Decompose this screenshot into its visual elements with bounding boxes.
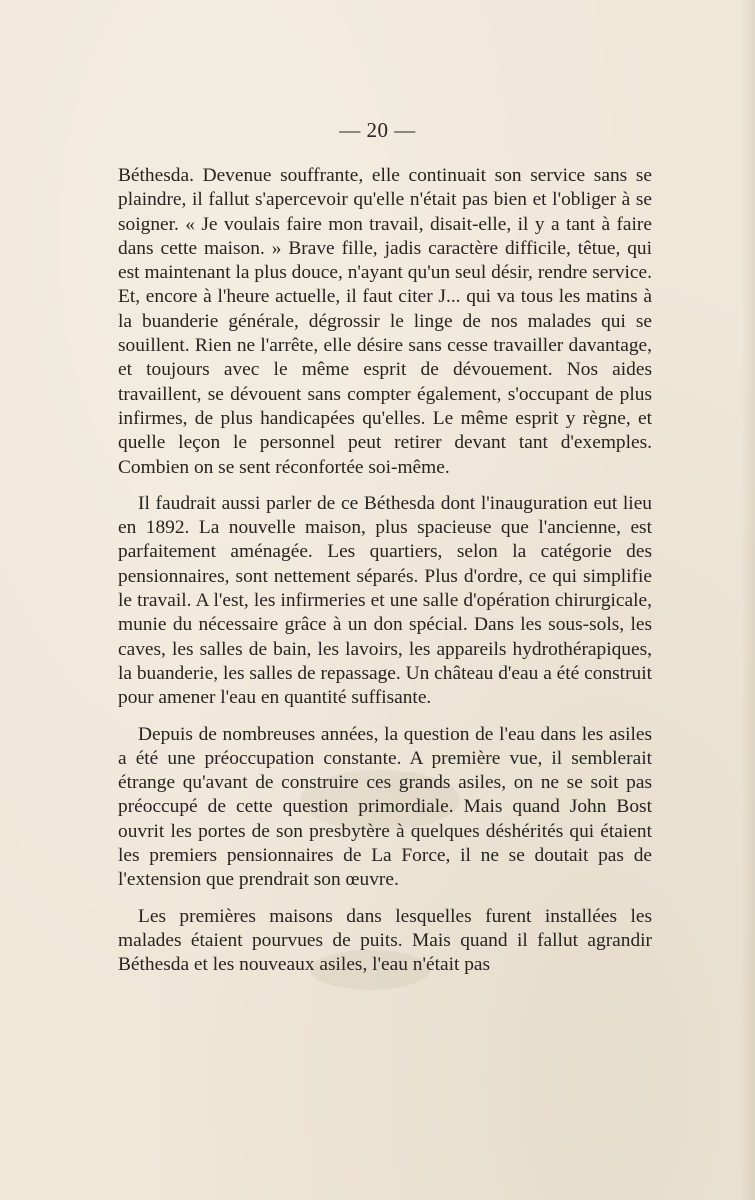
paragraph: Les premières maisons dans lesquelles furent installées les malades étaient pourvues de puits. Mais quand il fallut agrandir Béthesda et les nouveaux asiles, l'eau n'était pas [118, 905, 652, 976]
page-number: — 20 — [339, 118, 416, 142]
paragraph: Béthesda. Devenue souffrante, elle continuait son service sans se plaindre, il fallut s'apercevoir qu'elle n'était pas bien et l'obliger à se soigner. « Je voulais faire mon travail, disait-elle, il y a tant à faire dans cette maison. » Brave fille, jadis caractère difficile, têtue, qui est maintenant la plus douce, n'ayant qu'un seul désir, rendre service. Et, encore à l'heure actuelle, il faut citer J... qui va tous les matins à la buanderie générale, dégrossir le linge de nos malades qui se souillent. Rien ne l'arrête, elle désire sans cesse travailler davantage, et toujours avec le même esprit de dévouement. Nos aides travaillent, se dévouent sans compter également, s'occupant de plus infirmes, de plus handicapées qu'elles. Le même esprit y règne, et quelle leçon le personnel peut retirer devant tant d'exemples. Combien on se sent réconfortée soi-même. [118, 165, 652, 478]
paragraph: Il faudrait aussi parler de ce Béthesda dont l'inauguration eut lieu en 1892. La nouvelle maison, plus spacieuse que l'ancienne, est parfaitement aménagée. Les quartiers, selon la catégorie des pensionnaires, sont nettement séparés. Plus d'ordre, ce qui simplifie le travail. A l'est, les infirmeries et une salle d'opération chirurgicale, munie du nécessaire grâce à un don spécial. Dans les sous-sols, les caves, les salles de bain, les lavoirs, les appareils hydrothérapiques, la buanderie, les salles de repassage. Un château d'eau a été construit pour amener l'eau en quantité suffisante. [118, 492, 652, 709]
body-text [118, 164, 652, 990]
page-edge-shadow [741, 0, 755, 1200]
paragraph: Depuis de nombreuses années, la question de l'eau dans les asiles a été une préoccupation constante. A première vue, il semblerait étrange qu'avant de construire ces grands asiles, on ne se soit pas préoccupé de cette question primordiale. Mais quand John Bost ouvrit les portes de son presbytère à quelques déshérités qui étaient les premiers pensionnaires de La Force, il ne se doutait pas de l'extension que prendrait son œuvre. [118, 723, 652, 891]
